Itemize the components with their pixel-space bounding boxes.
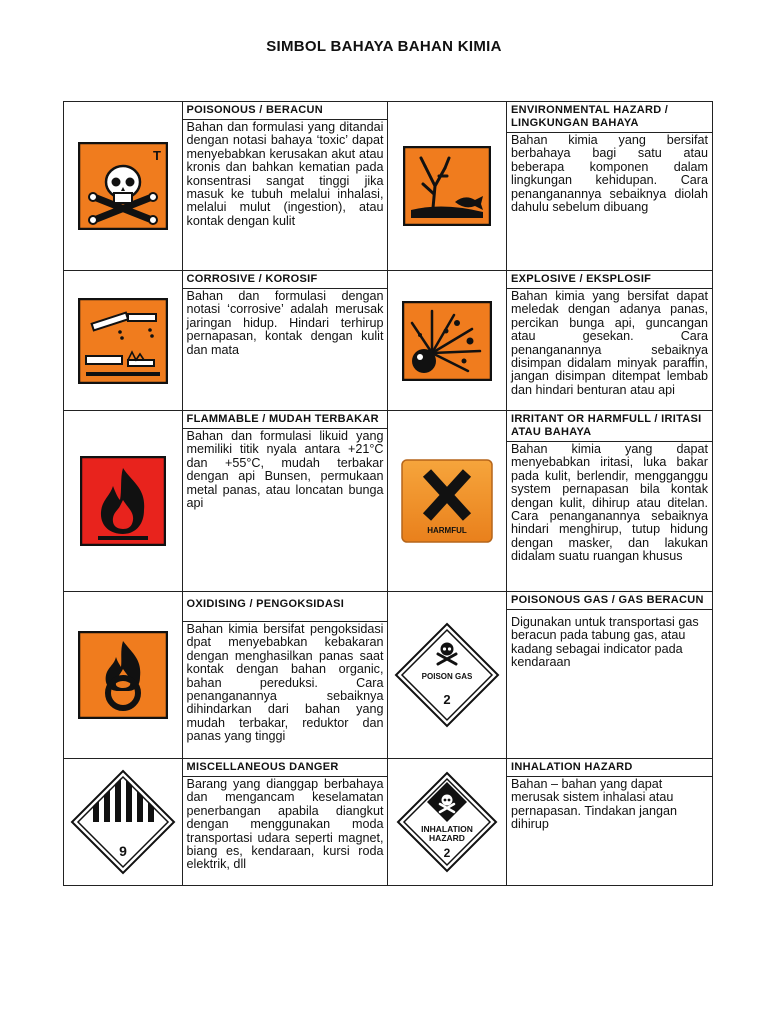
table-row xyxy=(64,271,713,411)
dead-tree-fish-icon xyxy=(403,146,491,226)
hazard-heading: ENVIRONMENTAL HAZARD / LINGKUNGAN BAHAYA xyxy=(507,102,712,133)
description-cell xyxy=(182,759,388,886)
description-cell xyxy=(507,102,713,271)
icon-cell xyxy=(64,271,183,411)
svg-text:2: 2 xyxy=(443,846,451,860)
hazard-description: Bahan kimia yang bersifat berbahaya bagi satu atau beberapa komponen dalam lingkungan kehidupan. Cara penanganannya sebaiknya diolah dahulu sebelum dibuang xyxy=(511,133,708,215)
icon-cell xyxy=(388,759,507,886)
toxic-skull-icon xyxy=(78,142,168,230)
icon-cell xyxy=(64,592,183,759)
description-cell xyxy=(507,592,713,759)
hazard-description: Bahan kimia yang dapat menyebabkan iritasi, luka bakar pada kulit, berlendir, mengganggu system pernapasan bila kontak dengan kulit, dihirup atau ditelan. Cara penanganannya sebaiknya hindari menghirup, tutup hidung dengan masker, dan lakukan didalam suatu ruangan khusus xyxy=(511,442,708,564)
icon-cell xyxy=(388,592,507,759)
hazard-heading: OXIDISING / PENGOKSIDASI xyxy=(183,592,388,622)
class-9-diamond-icon xyxy=(69,768,177,876)
description-cell xyxy=(182,102,388,271)
description-cell xyxy=(182,271,388,411)
flame-icon xyxy=(80,456,166,546)
icon-cell xyxy=(64,759,183,886)
hazard-heading: IRRITANT OR HARMFULL / IRITASI ATAU BAHAYA xyxy=(507,411,712,442)
svg-text:INHALATION: INHALATION xyxy=(421,824,474,834)
flame-over-circle-icon xyxy=(78,631,168,719)
hazard-heading: POISONOUS GAS / GAS BERACUN xyxy=(507,592,712,610)
corrosive-icon xyxy=(78,298,168,384)
hazard-heading: EXPLOSIVE / EKSPLOSIF xyxy=(507,271,712,289)
poison-gas-diamond-icon xyxy=(393,621,501,729)
hazard-heading: CORROSIVE / KOROSIF xyxy=(183,271,388,289)
svg-text:HAZARD: HAZARD xyxy=(429,833,466,843)
page-title: SIMBOL BAHAYA BAHAN KIMIA xyxy=(266,38,502,55)
hazard-description: Bahan dan formulasi yang ditandai dengan notasi bahaya ‘toxic’ dapat menyebabkan kerusakan akut atau kronis dan bahkan kematian pada konsentrasi sangat tinggi jika masuk ke tubuh melalui inhalasi, melalui mulut (ingestion), atau kontak dengan kulit xyxy=(186,120,384,228)
inhalation-hazard-diamond-icon xyxy=(395,770,499,874)
table-row xyxy=(64,411,713,592)
svg-text:2: 2 xyxy=(443,692,451,707)
icon-cell xyxy=(64,411,183,592)
svg-text:9: 9 xyxy=(118,843,127,859)
hazard-description: Bahan kimia yang bersifat dapat meledak dengan adanya panas, percikan bunga api, guncangan atau gesekan. Cara penanganannya sebaiknya disimpan didalam minyak paraffin, jangan disimpan ditempat lembab dan hindari benturan atau api xyxy=(511,289,708,397)
description-cell xyxy=(507,411,713,592)
hazard-description: Bahan – bahan yang dapat merusak sistem inhalasi atau pernapasan. Tindakan jangan dihirup xyxy=(511,777,677,832)
hazard-description: Bahan dan formulasi likuid yang memiliki titik nyala antara +21°C dan +55°C, mudah terbakar dengan api Bunsen, permukaan metal panas, atau loncatan bunga api xyxy=(186,429,384,511)
hazard-description: Barang yang dianggap berbahaya dan mengancam keselamatan penerbangan apabila diangkut dengan menggunakan moda transportasi udara seperti magnet, biang es, kendaraan, kursi roda elektrik, dll xyxy=(186,777,384,872)
hazard-symbol-table xyxy=(63,101,713,886)
svg-text:POISON GAS: POISON GAS xyxy=(421,672,473,681)
table-row xyxy=(64,759,713,886)
table-row xyxy=(64,592,713,759)
description-cell xyxy=(182,592,388,759)
icon-cell xyxy=(64,102,183,271)
description-cell xyxy=(507,271,713,411)
hazard-description: Bahan dan formulasi dengan notasi ‘corrosive’ adalah merusak jaringan hidup. Hindari terhirup pernapasan, kontak dengan kulit dan mata xyxy=(186,289,384,357)
svg-text:T: T xyxy=(152,148,161,163)
icon-cell xyxy=(388,411,507,592)
exploding-bomb-icon xyxy=(402,301,492,381)
description-cell xyxy=(507,759,713,886)
description-cell xyxy=(182,411,388,592)
icon-cell xyxy=(388,102,507,271)
icon-cell xyxy=(388,271,507,411)
hazard-heading: FLAMMABLE / MUDAH TERBAKAR xyxy=(183,411,388,429)
hazard-description: Digunakan untuk transportasi gas beracun pada tabung gas, atau kadang sebagai indicator pada kendaraan xyxy=(511,615,699,670)
hazard-heading: POISONOUS / BERACUN xyxy=(183,102,388,120)
svg-text:HARMFUL: HARMFUL xyxy=(427,526,468,535)
hazard-heading: MISCELLANEOUS DANGER xyxy=(183,759,388,777)
table-row xyxy=(64,102,713,271)
hazard-heading: INHALATION HAZARD xyxy=(507,759,712,777)
hazard-description: Bahan kimia bersifat pengoksidasi dpat menyebabkan kebakaran dengan menghasilkan panas saat kontak dengan bahan organic, bahan pereduksi. Cara penanganannya sebaiknya dihindarkan dari bahan yang mudah terbakar, reduktor dan panas yang tinggi xyxy=(186,622,384,744)
harmful-cross-icon xyxy=(401,459,493,543)
